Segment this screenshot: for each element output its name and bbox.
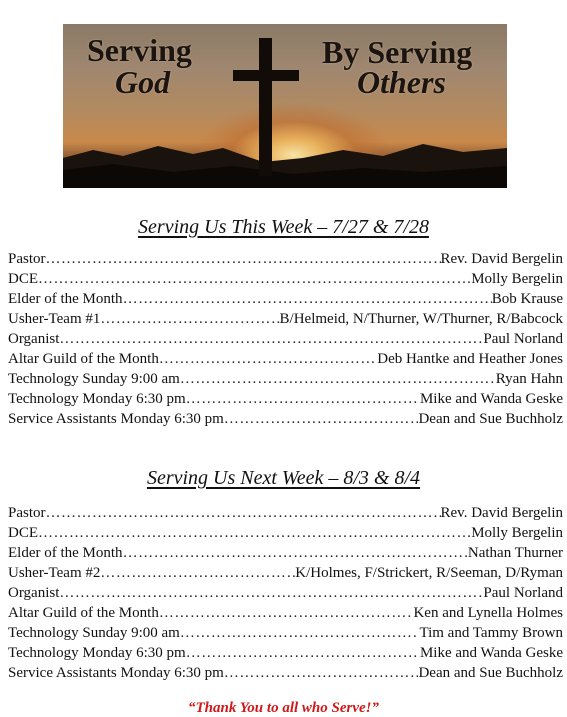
assignee-value: Rev. David Bergelin: [440, 251, 563, 267]
this-week-heading: Serving Us This Week – 7/27 & 7/28: [138, 216, 429, 238]
assignee-value: Deb Hantke and Heather Jones: [377, 351, 563, 367]
roster-row-pastor: [8, 505, 563, 525]
assignee-value: Mike and Wanda Geske: [419, 645, 563, 661]
banner-text-god: God: [115, 64, 171, 100]
leader-dots: [224, 665, 419, 682]
serving-banner-image: [63, 24, 507, 188]
assignee-value: Ken and Lynella Holmes: [413, 605, 563, 621]
assignee-value: Paul Norland: [483, 331, 563, 347]
leader-dots: [186, 391, 420, 408]
role-label: Technology Sunday 9:00 am: [8, 625, 180, 641]
assignee-value: Rev. David Bergelin: [440, 505, 563, 521]
role-label: DCE: [8, 271, 38, 287]
roster-row-organist: [8, 331, 563, 351]
role-label: Pastor: [8, 251, 46, 267]
roster-row-pastor: [8, 251, 563, 271]
leader-dots: [38, 525, 471, 542]
assignee-value: Ryan Hahn: [495, 371, 563, 387]
role-label: Organist: [8, 585, 60, 601]
role-label: Technology Sunday 9:00 am: [8, 371, 180, 387]
assignee-value: Mike and Wanda Geske: [419, 391, 563, 407]
role-label: Service Assistants Monday 6:30 pm: [8, 411, 224, 427]
role-label: DCE: [8, 525, 38, 541]
role-label: Usher-Team #2: [8, 565, 101, 581]
leader-dots: [59, 331, 483, 348]
roster-row-elder: [8, 291, 563, 311]
banner-text-serving: Serving: [87, 32, 192, 68]
role-label: Usher-Team #1: [8, 311, 101, 327]
assignee-value: Molly Bergelin: [471, 525, 563, 541]
assignee-value: B/Helmeid, N/Thurner, W/Thurner, R/Babcock: [279, 311, 563, 327]
roster-row-tech-sunday: [8, 625, 563, 645]
leader-dots: [46, 505, 441, 522]
leader-dots: [180, 371, 496, 388]
role-label: Pastor: [8, 505, 46, 521]
role-label: Altar Guild of the Month: [8, 605, 159, 621]
assignee-value: Bob Krause: [491, 291, 563, 307]
roster-row-organist: [8, 585, 563, 605]
next-week-heading: Serving Us Next Week – 8/3 & 8/4: [146, 467, 421, 489]
leader-dots: [38, 271, 471, 288]
roster-row-ushers: [8, 565, 563, 585]
roster-row-altar-guild: [8, 605, 563, 625]
assignee-value: Molly Bergelin: [471, 271, 563, 287]
roster-row-ushers: [8, 311, 563, 331]
role-label: Technology Monday 6:30 pm: [8, 391, 186, 407]
banner-text-by-serving: By Serving: [322, 34, 473, 70]
assignee-value: Dean and Sue Buchholz: [418, 411, 563, 427]
assignee-value: Paul Norland: [483, 585, 563, 601]
thank-you-note: “Thank You to all who Serve!”: [187, 700, 379, 716]
leader-dots: [123, 291, 492, 308]
leader-dots: [159, 351, 377, 368]
assignee-value: K/Holmes, F/Strickert, R/Seeman, D/Ryman: [295, 565, 563, 581]
roster-row-service-assistants: [8, 665, 563, 685]
role-label: Technology Monday 6:30 pm: [8, 645, 186, 661]
assignee-value: Dean and Sue Buchholz: [418, 665, 563, 681]
banner-text-others: Others: [357, 64, 446, 100]
leader-dots: [224, 411, 419, 428]
roster-row-elder: [8, 545, 563, 565]
leader-dots: [46, 251, 441, 268]
roster-row-tech-sunday: [8, 371, 563, 391]
leader-dots: [180, 625, 420, 642]
role-label: Elder of the Month: [8, 291, 123, 307]
role-label: Altar Guild of the Month: [8, 351, 159, 367]
role-label: Elder of the Month: [8, 545, 123, 561]
roster-row-tech-monday: [8, 645, 563, 665]
this-week-roster: [8, 251, 563, 431]
role-label: Service Assistants Monday 6:30 pm: [8, 665, 224, 681]
roster-row-tech-monday: [8, 391, 563, 411]
leader-dots: [159, 605, 414, 622]
leader-dots: [59, 585, 483, 602]
leader-dots: [123, 545, 468, 562]
roster-row-service-assistants: [8, 411, 563, 431]
next-week-roster: [8, 505, 563, 685]
roster-row-altar-guild: [8, 351, 563, 371]
leader-dots: [100, 565, 295, 582]
role-label: Organist: [8, 331, 60, 347]
leader-dots: [100, 311, 279, 328]
roster-row-dce: [8, 525, 563, 545]
assignee-value: Tim and Tammy Brown: [419, 625, 563, 641]
roster-row-dce: [8, 271, 563, 291]
assignee-value: Nathan Thurner: [467, 545, 563, 561]
leader-dots: [186, 645, 420, 662]
